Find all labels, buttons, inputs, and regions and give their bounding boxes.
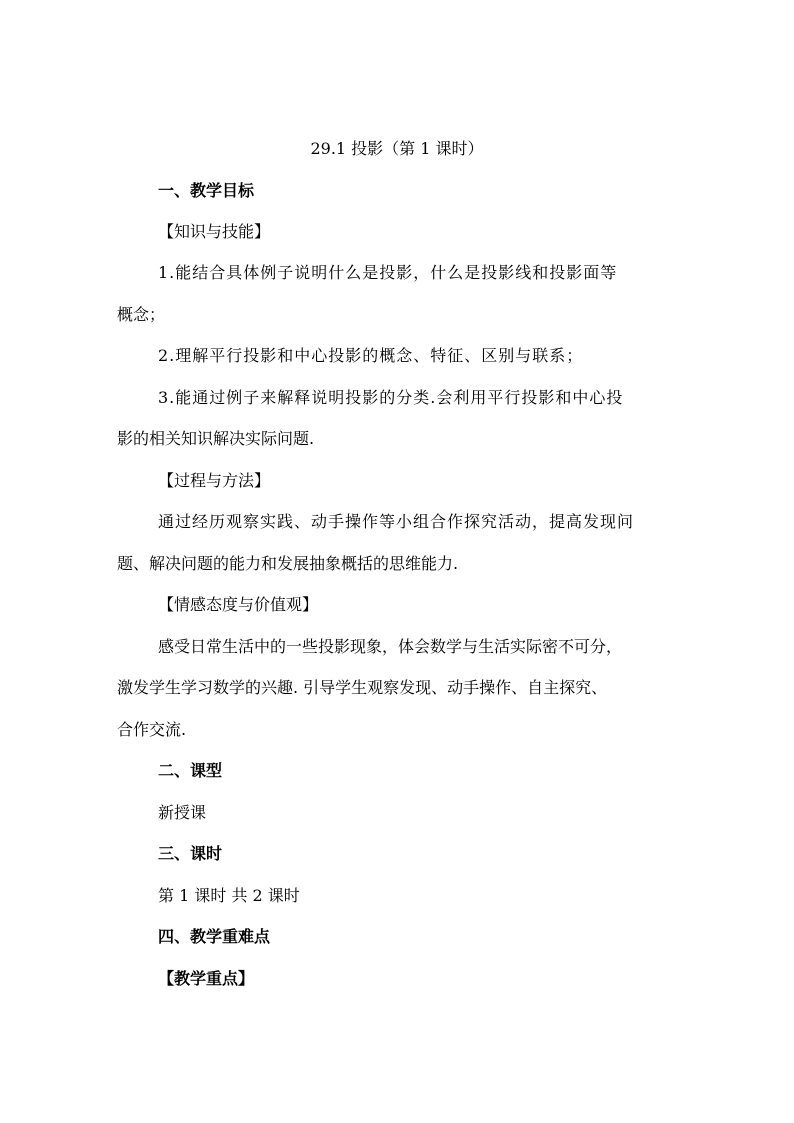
- paragraph-line: 2.理解平行投影和中心投影的概念、特征、区别与联系；: [158, 346, 584, 365]
- subheading-emotion: 【情感态度与价值观】: [158, 595, 319, 614]
- paragraph-line: 题、解决问题的能力和发展抽象概括的思维能力.: [117, 554, 459, 573]
- paragraph-line: 第 1 课时 共 2 课时: [158, 886, 300, 905]
- page-title: 29.1 投影（第 1 课时）: [310, 139, 484, 158]
- section-heading-key-points: 四、教学重难点: [158, 927, 271, 946]
- paragraph-line: 影的相关知识解决实际问题.: [117, 429, 315, 448]
- section-heading-course-type: 二、课型: [158, 761, 223, 780]
- paragraph-line: 3.能通过例子来解释说明投影的分类.会利用平行投影和中心投: [158, 388, 624, 407]
- subheading-process: 【过程与方法】: [158, 471, 271, 490]
- subheading-knowledge: 【知识与技能】: [158, 222, 271, 241]
- paragraph-line: 新授课: [158, 803, 207, 822]
- paragraph-line: 感受日常生活中的一些投影现象，体会数学与生活实际密不可分，: [158, 637, 623, 656]
- paragraph-line: 概念；: [117, 305, 166, 324]
- subheading-key-points: 【教学重点】: [158, 969, 255, 988]
- paragraph-line: 合作交流.: [117, 720, 187, 739]
- section-heading-class-hours: 三、课时: [158, 844, 223, 863]
- paragraph-line: 通过经历观察实践、动手操作等小组合作探究活动，提高发现问: [158, 512, 635, 531]
- section-heading-objectives: 一、教学目标: [158, 181, 255, 200]
- paragraph-line: 1.能结合具体例子说明什么是投影，什么是投影线和投影面等: [158, 263, 618, 282]
- paragraph-line: 激发学生学习数学的兴趣. 引导学生观察发现、动手操作、自主探究、: [117, 678, 608, 697]
